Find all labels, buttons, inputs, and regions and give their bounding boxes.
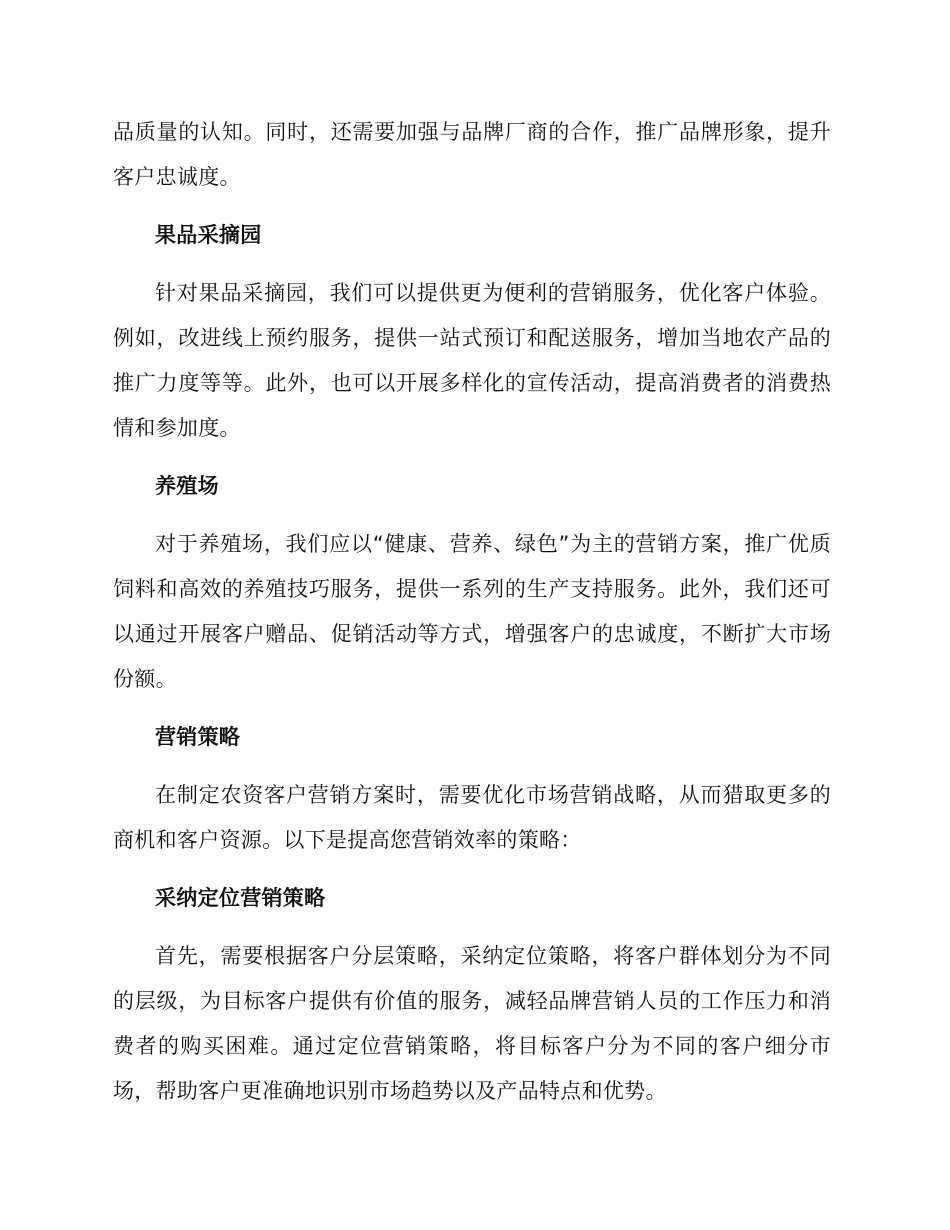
document-page	[113, 110, 831, 1114]
heading-farm: 养殖场	[155, 474, 219, 498]
paragraph-positioning-strategy: 首先，需要根据客户分层策略，采纳定位策略，将客户群体划分为不同的层级，为目标客户提供有价值的服务，减轻品牌营销人员的工作压力和消费者的购买困难。通过定位营销策略，将目标客户分为不同的客户细分市场，帮助客户更准确地识别市场趋势以及产品特点和优势。	[113, 944, 831, 1103]
paragraph-marketing-strategy: 在制定农资客户营销方案时，需要优化市场营销战略，从而猎取更多的商机和客户资源。以下是提高您营销效率的策略：	[113, 783, 831, 852]
paragraph-farm: 对于养殖场，我们应以“健康、营养、绿色”为主的营销方案，推广优质饲料和高效的养殖技巧服务，提供一系列的生产支持服务。此外，我们还可以通过开展客户赠品、促销活动等方式，增强客户的忠诚度，不断扩大市场份额。	[113, 532, 831, 691]
paragraph-orchard: 针对果品采摘园，我们可以提供更为便利的营销服务，优化客户体验。例如，改进线上预约服务，提供一站式预订和配送服务，增加当地农产品的推广力度等等。此外，也可以开展多样化的宣传活动，提高消费者的消费热情和参加度。	[113, 281, 831, 440]
heading-positioning-strategy: 采纳定位营销策略	[155, 886, 326, 910]
heading-orchard: 果品采摘园	[155, 223, 262, 247]
heading-marketing-strategy: 营销策略	[155, 725, 241, 749]
paragraph-brand-loyalty: 品质量的认知。同时，还需要加强与品牌厂商的合作，推广品牌形象，提升客户忠诚度。	[113, 120, 831, 189]
